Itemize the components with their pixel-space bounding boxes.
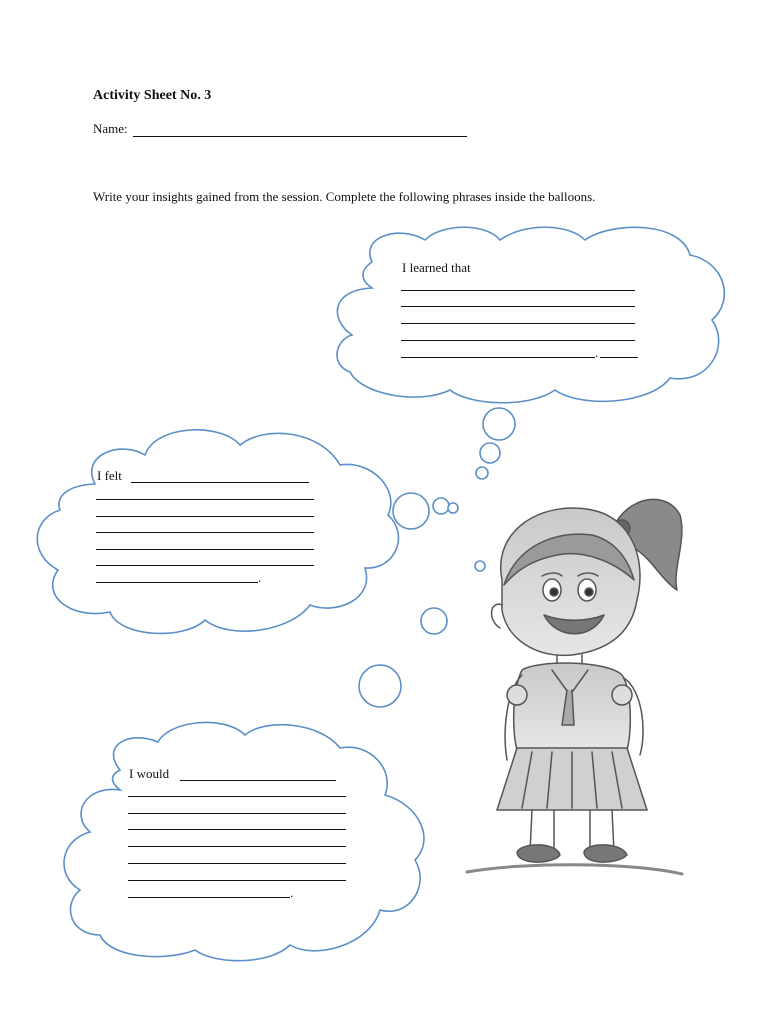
answer-line-felt-4[interactable] [96,549,314,550]
answer-line-learned-2[interactable] [401,306,635,307]
answer-line-would-0[interactable] [180,780,336,781]
answer-line-felt-5[interactable] [96,565,314,566]
bubble-1 [483,408,515,440]
bubble-2 [480,443,500,463]
bubble-8 [421,608,447,634]
instructions-text: Write your insights gained from the session. Complete the following phrases inside the balloons. [93,189,596,204]
answer-line-would-1[interactable] [128,796,346,797]
prompt-learned: I learned that [402,260,471,275]
answer-line-felt-0[interactable] [131,482,309,483]
prompt-felt: I felt [97,468,122,483]
answer-line-felt-6[interactable] [96,582,258,583]
prompt-would: I would [129,766,170,781]
answer-line-would-6[interactable] [128,880,346,881]
bubble-3 [476,467,488,479]
answer-line-would-5[interactable] [128,863,346,864]
period-learned: . [595,345,599,360]
answer-line-learned-6[interactable] [600,357,638,358]
bubble-5 [433,498,449,514]
answer-line-learned-4[interactable] [401,340,635,341]
girl-sketch-illustration [462,490,686,885]
answer-line-would-7[interactable] [128,897,290,898]
answer-line-learned-3[interactable] [401,323,635,324]
answer-line-would-4[interactable] [128,846,346,847]
bubble-6 [448,503,458,513]
answer-line-felt-2[interactable] [96,516,314,517]
sheet-title: Activity Sheet No. 3 [93,88,212,103]
bubble-4 [393,493,429,529]
answer-line-would-2[interactable] [128,813,346,814]
answer-line-felt-1[interactable] [96,499,314,500]
cloud-would [64,722,424,960]
name-label: Name: [93,121,128,136]
period-would: . [290,885,294,900]
answer-line-would-3[interactable] [128,829,346,830]
answer-line-felt-3[interactable] [96,532,314,533]
period-felt: . [258,570,262,585]
cloud-learned [337,227,724,403]
answer-line-learned-5[interactable] [401,357,595,358]
bubble-9 [359,665,401,707]
answer-line-learned-1[interactable] [401,290,635,291]
